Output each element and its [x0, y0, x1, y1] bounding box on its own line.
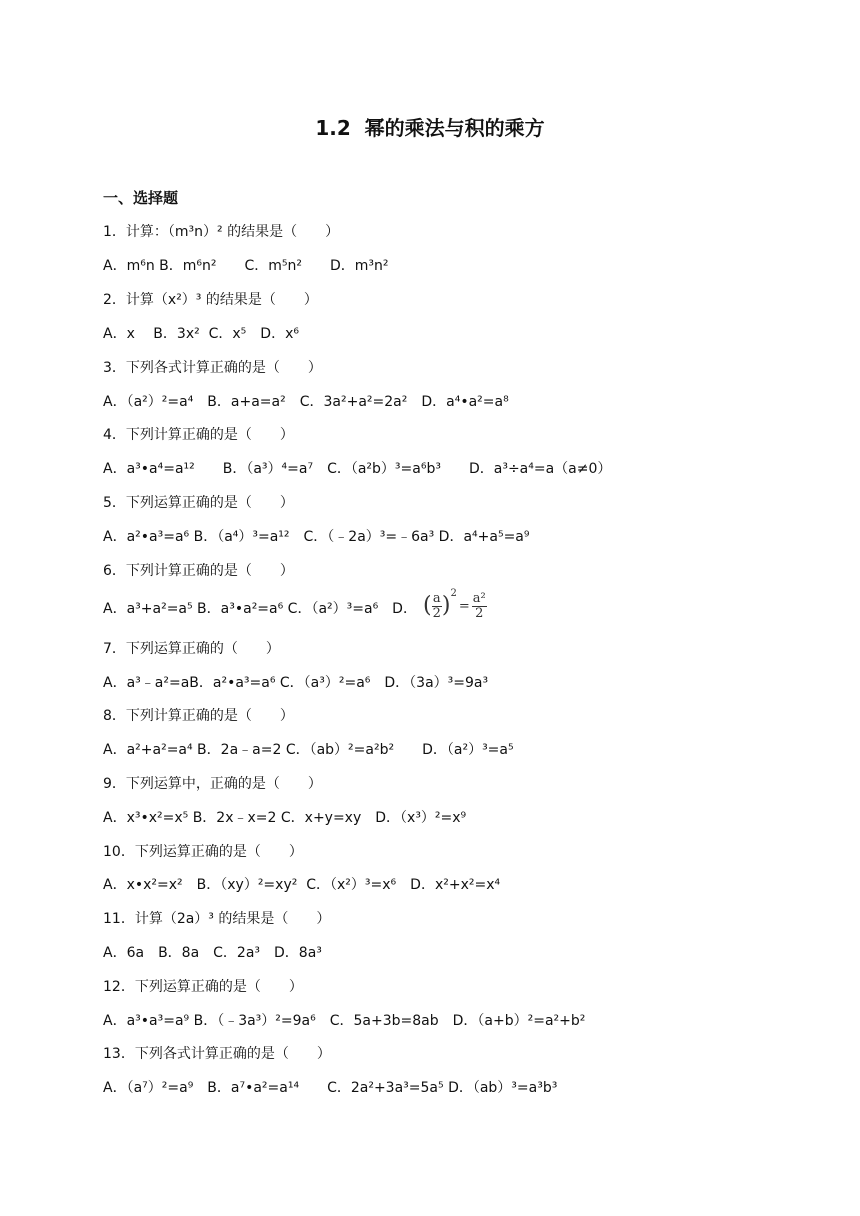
options-13: A．（a⁷）²=a⁹ B．a⁷•a²=a¹⁴ C．2a²+3a³=5a⁵ D．（ab）³=a³b³ — [103, 1080, 558, 1096]
options-4: A．a³•a⁴=a¹² B．（a³）⁴=a⁷ C．（a²b）³=a⁶b³ D．a³÷a⁴=a（a≠0） — [103, 461, 612, 477]
question-5: 5．下列运算正确的是（ ） — [103, 495, 294, 511]
question-9: 9．下列运算中，正确的是（ ） — [103, 776, 322, 792]
page-title: 1.2 幂的乘法与积的乘方 — [315, 116, 545, 140]
options-6: A．a³+a²=a⁵ B．a³•a²=a⁶ C．（a²）³=a⁶ D． — [103, 601, 417, 617]
options-12: A．a³•a³=a⁹ B．（﹣3a³）²=9a⁶ C．5a+3b=8ab D．（a+b）²=a²+b² — [103, 1013, 586, 1029]
question-2: 2．计算（x²）³ 的结果是（ ） — [103, 292, 318, 308]
options-2: A．x B．3x² C．x⁵ D．x⁶ — [103, 326, 299, 342]
options-8: A．a²+a²=a⁴ B．2a﹣a=2 C．（ab）²=a²b² D．（a²）³=a⁵ — [103, 742, 514, 758]
fraction-denominator: 2 — [432, 605, 441, 621]
options-1: A．m⁶n B．m⁶n² C．m⁵n² D．m³n² — [103, 258, 389, 274]
fraction-numerator: a — [432, 590, 441, 606]
question-6: 6．下列计算正确的是（ ） — [103, 563, 294, 579]
question-1: 1．计算：（m³n）² 的结果是（ ） — [103, 224, 340, 240]
question-3: 3．下列各式计算正确的是（ ） — [103, 360, 322, 376]
options-5: A．a²•a³=a⁶ B．（a⁴）³=a¹² C．（﹣2a）³=﹣6a³ D．a⁴+a⁵=a⁹ — [103, 529, 530, 545]
fraction-formula-image: ( $\frac{a}{2}$ ) 2 = $\frac{\text{a²}}{2}$ — [422, 587, 486, 621]
options-10: A．x•x²=x² B．（xy）²=xy² C．（x²）³=x⁶ D．x²+x²=x⁴ — [103, 877, 501, 893]
question-10: 10．下列运算正确的是（ ） — [103, 844, 303, 860]
question-13: 13．下列各式计算正确的是（ ） — [103, 1046, 331, 1062]
options-3: A．（a²）²=a⁴ B．a+a=a² C．3a²+a²=2a² D．a⁴•a²=a⁸ — [103, 394, 509, 410]
question-12: 12．下列运算正确的是（ ） — [103, 979, 303, 995]
rhs-numerator: a² — [472, 590, 486, 606]
options-11: A．6a B．8a C．2a³ D．8a³ — [103, 945, 322, 961]
question-7: 7．下列运算正确的（ ） — [103, 641, 280, 657]
question-8: 8．下列计算正确的是（ ） — [103, 708, 294, 724]
section-heading: 一、选择题 — [103, 189, 179, 207]
fraction-equals: = — [458, 598, 470, 614]
options-9: A．x³•x²=x⁵ B．2x﹣x=2 C．x+y=xy D．（x³）²=x⁹ — [103, 810, 467, 826]
question-11: 11．计算（2a）³ 的结果是（ ） — [103, 911, 331, 927]
fraction-exponent: 2 — [450, 587, 457, 599]
question-4: 4．下列计算正确的是（ ） — [103, 427, 294, 443]
rhs-denominator: 2 — [475, 605, 484, 621]
options-7: A．a³﹣a²=aB．a²•a³=a⁶ C．（a³）²=a⁶ D．（3a）³=9a³ — [103, 675, 489, 691]
